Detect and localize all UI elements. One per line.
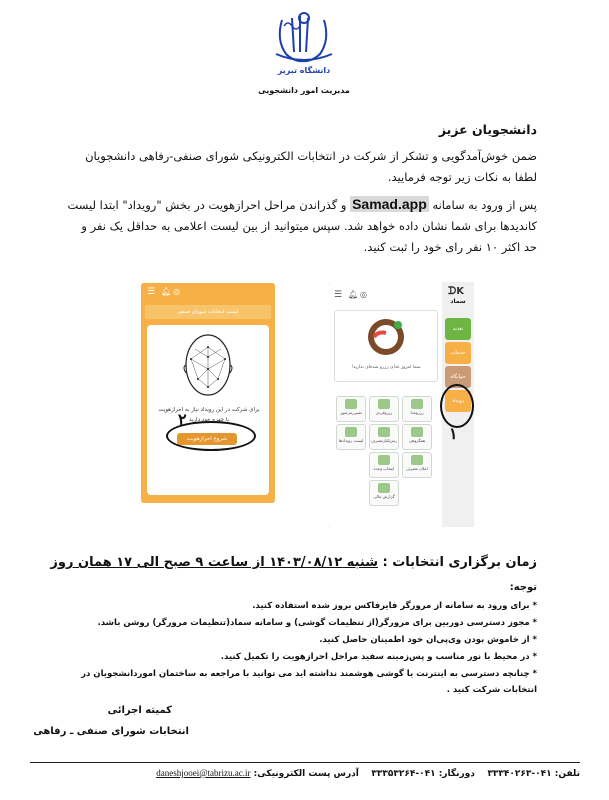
schedule-label: زمان برگزاری انتخابات :: [382, 555, 537, 570]
tile-meal-select[interactable]: انتخاب وعده: [369, 452, 399, 478]
footer-divider: [30, 762, 580, 763]
side-item-food[interactable]: تغذیه: [445, 318, 471, 340]
signature-council: انتخابات شورای صنفی ـ رفاهی: [33, 726, 189, 737]
footer-email-link[interactable]: daneshjooei@tabrizu.ac.ir: [156, 768, 251, 778]
footer-email-label: آدرس پست الکترونیکی:: [253, 769, 359, 779]
note-item: * برای ورود به سامانه از مرورگر فایرفاکس بروز شده استفاده کنید.: [252, 601, 537, 611]
note-item: * چنانچه دسترسی به اینترنت یا گوشی هوشمند نداشته اید می توانید با مراجعه به ساختمان اموردانشجویان در: [81, 669, 537, 679]
footer-phone: تلفن: ۰۴۱-۳۳۳۴۰۲۶۳: [487, 769, 580, 779]
verification-prompt-line1: برای شرکت در این رویداد نیاز به احرازهویت: [158, 407, 260, 413]
annotation-number-2: ۲: [178, 410, 187, 429]
no-meal-text: شما امروز غذای رزرو شده‌ای ندارید!: [351, 365, 421, 370]
home-main-panel: [328, 282, 442, 527]
verification-prompt-line2: با چهره خود دارید: [188, 417, 230, 423]
footer-fax: دورنگار: ۰۴۱-۳۳۳۵۳۲۶۴: [371, 769, 475, 779]
samad-logo-icon: ᗪK: [448, 286, 465, 297]
side-item-services[interactable]: خدمات: [445, 342, 471, 364]
face-scan-icon: [173, 329, 243, 407]
tile-reserve-personal[interactable]: رزروفردی: [369, 396, 399, 422]
notes-heading: توجه:: [509, 582, 537, 593]
side-item-events[interactable]: رویداد: [445, 390, 471, 412]
tile-reserve-food[interactable]: رزروغذا: [402, 396, 432, 422]
tile-financial-report[interactable]: گزارش مالی: [369, 480, 399, 506]
election-list-header: لیست انتخابات شورای صنفی: [145, 305, 271, 319]
note-item: * از خاموش بودن وی‌پی‌ان خود اطمینان حاصل کنید.: [319, 635, 537, 645]
face-scan-card: [147, 325, 269, 495]
department-name: مدیریت امور دانشجویی: [258, 86, 350, 95]
start-verification-button[interactable]: شروع احرازهویت: [177, 433, 237, 445]
signature-committee: کمیته اجرائی: [107, 705, 172, 716]
app-title: سماد: [450, 298, 466, 305]
footer-contact: [30, 768, 580, 779]
menu-icon: ☰: [334, 290, 343, 300]
bell-icon: 🔔︎: [161, 287, 172, 296]
note-item: انتخابات شرکت کنید .: [446, 685, 537, 695]
tile-otp[interactable]: رمزیکبارمصرف: [369, 424, 399, 450]
screenshot-face-verification: [141, 283, 275, 503]
tile-events-list[interactable]: لیست رویدادها: [336, 424, 366, 450]
annotation-circle-events: [440, 384, 474, 428]
globe-icon: ◎: [360, 290, 367, 299]
instructions-after: و گذراندن مراحل احرازهویت در بخش "رویداد" ابتدا لیست کاندیدها برای شما نشان داده خواهد شد. سپس میتوانید از بین لیست اعلامی به حداقل یک نفر و حد اکثر ۱۰ نفر رای خود را ثبت کنید.: [67, 198, 537, 254]
university-logo: [262, 8, 346, 86]
meal-card: [334, 310, 438, 382]
side-item-dorm[interactable]: خوابگاه: [445, 366, 471, 388]
status-bar: [141, 283, 275, 301]
intro-paragraph: ضمن خوش‌آمدگویی و تشکر از شرکت در انتخابات الکترونیکی شورای صنفی-رفاهی دانشجویان لطفا به نکات زیر توجه فرمایید.: [85, 149, 537, 184]
logo-text: دانشگاه تبریز: [277, 66, 331, 75]
tile-change-password[interactable]: تغییررمزعبور: [336, 396, 366, 422]
instructions-paragraph: [67, 194, 537, 258]
instructions-before: پس از ورود به سامانه: [432, 198, 537, 212]
app-name-highlight: Samad.app: [352, 196, 427, 212]
tile-group[interactable]: همگروهی: [402, 424, 432, 450]
greeting: دانشجویان عزیز: [438, 122, 537, 137]
tile-consumption[interactable]: اعلان مصرف: [402, 452, 432, 478]
food-plate-icon: [364, 315, 408, 359]
bell-icon: 🔔︎: [348, 290, 359, 299]
menu-icon: ☰: [147, 287, 156, 297]
election-schedule: [50, 555, 537, 570]
globe-icon: ◎: [173, 287, 180, 296]
note-item: * مجوز دسترسی دوربین برای مرورگر(از تنظیمات گوشی) و سامانه سماد(تنظیمات مرورگر) روشن باشد.: [97, 618, 537, 628]
annotation-number-1: ۱: [449, 424, 458, 443]
schedule-value: شنبه ۱۴۰۳/۰۸/۱۲ از ساعت ۹ صبح الی ۱۷ همان روز: [50, 555, 378, 570]
note-item: * در محیط با نور مناسب و پس‌زمینه سفید مراحل احرازهویت را تکمیل کنید.: [220, 652, 537, 662]
